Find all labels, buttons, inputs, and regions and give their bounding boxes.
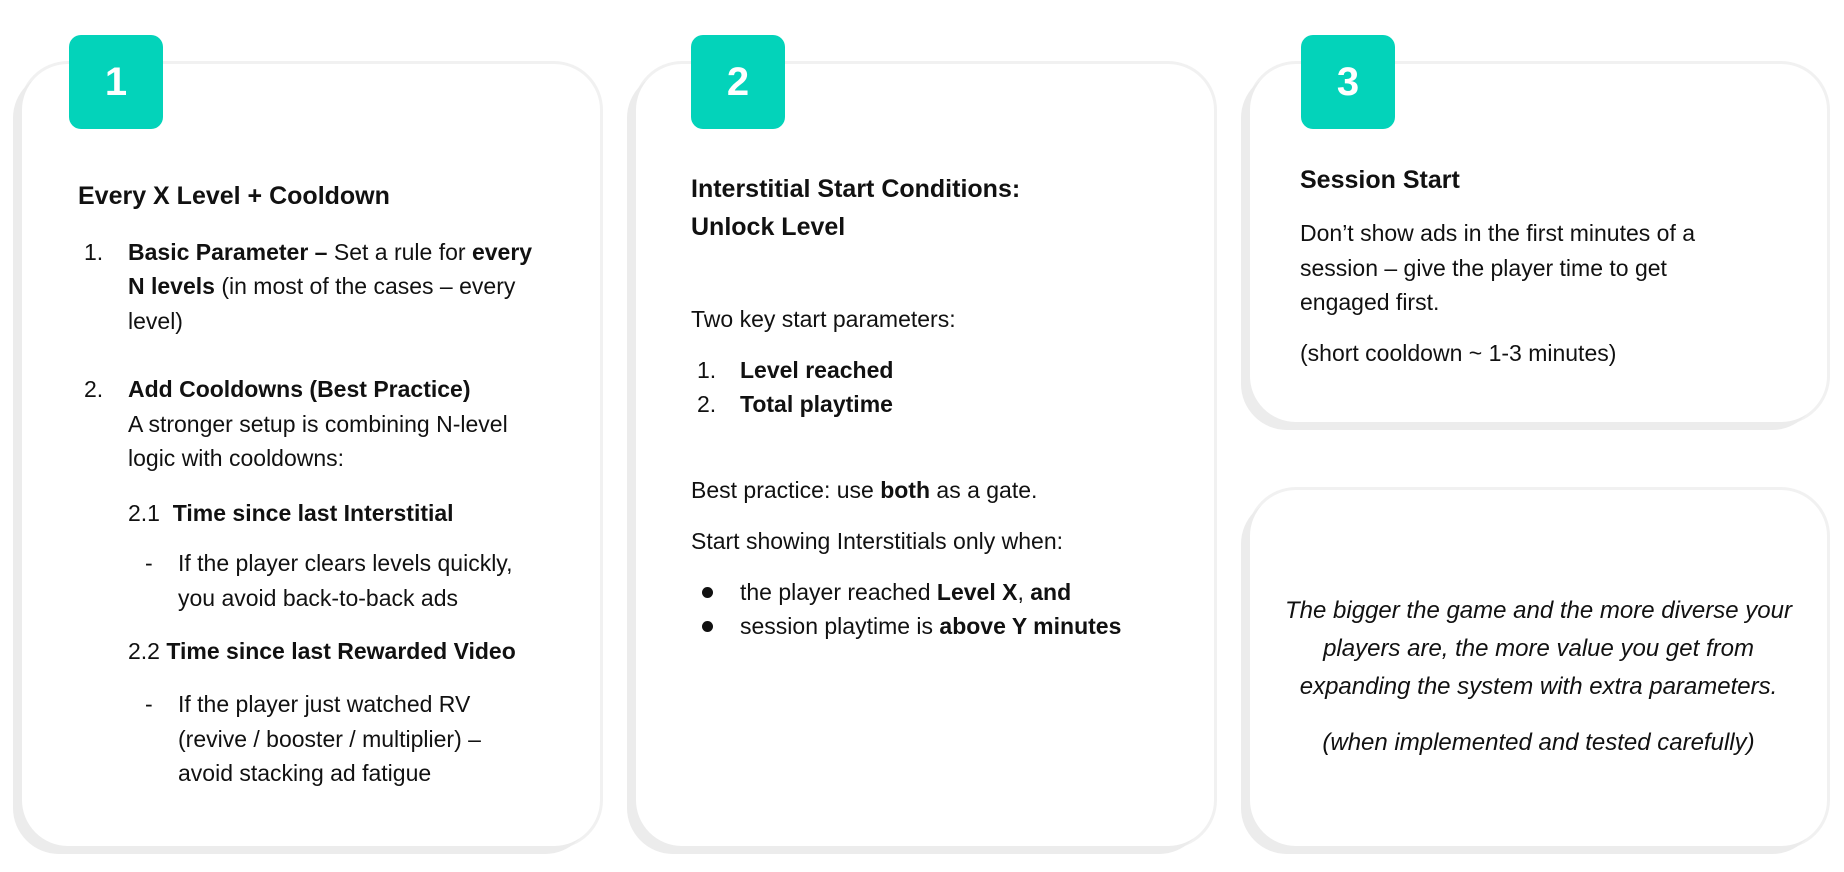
bullet-icon xyxy=(702,587,713,598)
sub2-number: 2.2 xyxy=(128,638,160,664)
bullet1-mid: , xyxy=(1017,579,1031,605)
sub1-number: 2.1 xyxy=(128,500,160,526)
list-item-2-text: Total playtime xyxy=(740,391,893,417)
bullet-2-text xyxy=(740,609,1121,644)
item1-number: 1. xyxy=(84,239,104,265)
item1-text1: Set a rule for xyxy=(333,239,472,265)
item1-line3: level) xyxy=(128,308,183,334)
sub2-line3: avoid stacking ad fatigue xyxy=(178,760,432,786)
step-badge-2: 2 xyxy=(691,35,785,129)
sub2-line2: (revive / booster / multiplier) – xyxy=(178,726,481,752)
item2-line1: A stronger setup is combining N-level xyxy=(128,411,508,437)
item1-line2 xyxy=(128,269,515,304)
card2-title-line1: Interstitial Start Conditions: xyxy=(691,175,1021,203)
card4-line1: The bigger the game and the more diverse your xyxy=(1285,597,1792,624)
item2-number: 2. xyxy=(84,376,104,402)
card3-note: (short cooldown ~ 1-3 minutes) xyxy=(1300,340,1617,366)
card4-line3: expanding the system with extra parameters. xyxy=(1299,673,1778,700)
item2-line2: logic with cooldowns: xyxy=(128,445,345,471)
sub2-title: Time since last Rewarded Video xyxy=(166,638,516,664)
card3-line2: session – give the player time to get xyxy=(1300,255,1667,281)
item1-nlevels: N levels xyxy=(128,273,215,299)
sub1-line1: If the player clears levels quickly, xyxy=(178,550,513,576)
card3-line1: Don’t show ads in the first minutes of a xyxy=(1300,220,1696,246)
card4-note: (when implemented and tested carefully) xyxy=(1322,729,1755,756)
card2-title-line2: Unlock Level xyxy=(691,213,846,241)
step-badge-3: 3 xyxy=(1301,35,1395,129)
list-item-1-number: 1. xyxy=(697,357,717,383)
list-item-2-number: 2. xyxy=(697,391,717,417)
list-item-1-text: Level reached xyxy=(740,357,894,383)
sub2-dash: - xyxy=(145,691,153,717)
bullet1-bold2: and xyxy=(1030,579,1072,605)
best-pre: Best practice: use xyxy=(691,477,881,503)
item1-text2: (in most of the cases – every xyxy=(214,273,516,299)
sub1-line2: you avoid back-to-back ads xyxy=(178,585,458,611)
sub1-title: Time since last Interstitial xyxy=(172,500,454,526)
bullet-icon xyxy=(702,621,713,632)
card1-title: Every X Level + Cooldown xyxy=(78,182,390,210)
sub2-line1: If the player just watched RV xyxy=(178,691,471,717)
card2-start-line: Start showing Interstitials only when: xyxy=(691,528,1064,554)
item1-every: every xyxy=(471,239,533,265)
item1-line1 xyxy=(128,235,532,270)
card2-best-practice xyxy=(691,473,1037,508)
item1-dash: – xyxy=(308,239,334,265)
bullet-1-text xyxy=(740,575,1071,610)
best-bold: both xyxy=(880,477,931,503)
bullet2-bold: above Y minutes xyxy=(939,613,1122,639)
card3-title: Session Start xyxy=(1300,166,1460,194)
sub1-heading xyxy=(128,496,454,531)
bullet1-pre: the player reached xyxy=(740,579,937,605)
best-post: as a gate. xyxy=(930,477,1038,503)
step-badge-1: 1 xyxy=(69,35,163,129)
item1-lead: Basic Parameter xyxy=(128,239,309,265)
sub2-heading xyxy=(128,634,516,669)
bullet2-pre: session playtime is xyxy=(740,613,940,639)
sub1-dash: - xyxy=(145,550,153,576)
card3-line3: engaged first. xyxy=(1300,289,1440,315)
bullet1-bold1: Level X xyxy=(936,579,1018,605)
card2-intro: Two key start parameters: xyxy=(691,306,956,332)
card4-line2: players are, the more value you get from xyxy=(1323,635,1754,662)
item2-lead: Add Cooldowns (Best Practice) xyxy=(128,376,471,402)
